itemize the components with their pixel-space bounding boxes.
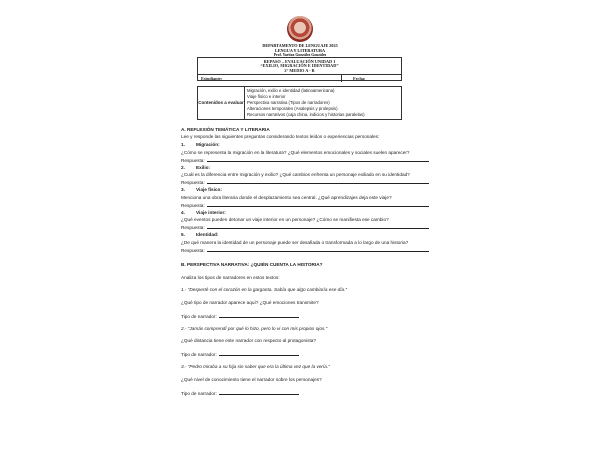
answer-line[interactable] <box>181 202 429 209</box>
section-b-title: B. PERSPECTIVA NARRATIVA: ¿QUIÉN CUENTA LA HISTORIA? <box>181 262 323 267</box>
question-text: Menciona una obra literaria donde el desplazamiento sea central. ¿Qué aprendizajes deja este viaje? <box>181 195 392 200</box>
narrator-answer-label: Tipo de narrador: <box>181 391 217 396</box>
answer-blank[interactable] <box>207 202 429 207</box>
question-topic: Identidad: <box>196 232 219 237</box>
student-label: Estudiante: <box>201 75 223 81</box>
answer-blank[interactable] <box>219 390 299 395</box>
title-column-divider <box>341 75 342 82</box>
answer-label: Respuesta: <box>181 180 205 185</box>
answer-blank[interactable] <box>207 179 429 184</box>
contents-item: Migración, exilio e identidad (latinoamericana) <box>247 88 335 93</box>
answer-label: Respuesta: <box>181 225 205 230</box>
answer-label: Respuesta: <box>181 248 205 253</box>
narrator-question: ¿Qué tipo de narrador aparece aquí? ¿Qué emociones transmite? <box>181 300 319 305</box>
answer-line[interactable] <box>181 179 429 186</box>
question-topic: Viaje interior: <box>196 210 226 215</box>
answer-label: Respuesta: <box>181 158 205 163</box>
narrator-answer-line[interactable] <box>181 313 299 320</box>
school-crest-icon <box>287 16 313 42</box>
section-a-title: A. REFLEXIÓN TEMÁTICA Y LITERARIA <box>181 127 270 132</box>
narrator-question: ¿Qué distancia tiene este narrador con respecto al protagonista? <box>181 338 316 343</box>
answer-label: Respuesta: <box>181 203 205 208</box>
narrator-quote: 2.- “Jamás comprendí por qué lo hizo, pero lo vi con mis propios ojos.” <box>181 326 328 331</box>
answer-blank[interactable] <box>207 224 429 229</box>
title-line-2: “EXILIO, MIGRACIÓN E IDENTIDAD” <box>260 63 339 68</box>
contents-label: Contenidos a evaluar <box>198 87 245 119</box>
question-text: ¿Qué eventos pueden detonar un viaje interior en un personaje? ¿Cómo se manifiesta ese cambio? <box>181 217 389 222</box>
narrator-answer-label: Tipo de narrador: <box>181 314 217 319</box>
narrator-answer-line[interactable] <box>181 351 299 358</box>
question-topic: Exilio: <box>196 165 211 170</box>
answer-blank[interactable] <box>219 313 299 318</box>
contents-box <box>197 86 402 120</box>
answer-line[interactable] <box>181 247 429 254</box>
answer-line[interactable] <box>181 224 429 231</box>
title-box <box>197 57 402 81</box>
narrator-answer-label: Tipo de narrador: <box>181 352 217 357</box>
answer-line[interactable] <box>181 157 429 164</box>
date-label: Fecha: <box>353 75 366 81</box>
question-number: 1. <box>181 142 185 147</box>
question-text: ¿De qué manera la identidad de un personaje puede ser desafiada o transformada a lo largo de una historia? <box>181 240 409 245</box>
question-text: ¿Cuál es la diferencia entre migración y exilio? ¿Qué cambios enfrenta un personaje exiliado en su identidad? <box>181 172 410 177</box>
answer-blank[interactable] <box>207 247 429 252</box>
answer-blank[interactable] <box>219 351 299 356</box>
contents-list <box>247 88 365 118</box>
question-topic: Viaje físico: <box>196 187 222 192</box>
narrator-question: ¿Qué nivel de conocimiento tiene el narrador sobre los personajes? <box>181 377 322 382</box>
question-topic: Migración: <box>196 142 220 147</box>
department-name: DEPARTAMENTO DE LENGUAJE 2025 <box>262 43 338 48</box>
subject-name: LENGUA Y LITERATURA <box>274 48 326 53</box>
title-divider <box>198 74 401 75</box>
title-line-3: 2° MEDIO A - B <box>284 67 315 73</box>
question-number: 4. <box>181 210 185 215</box>
title-line-1: REPASO – EVALUACIÓN UNIDAD 1 <box>263 58 336 64</box>
section-a-intro: Lee y responde las siguientes preguntas considerando textos leídos o experiencias personales: <box>181 134 380 139</box>
question-number: 3. <box>181 187 185 192</box>
teacher-name: Prof. Yaritza González González <box>273 53 327 57</box>
answer-blank[interactable] <box>207 157 429 162</box>
narrator-quote: 3.- “Pedro miraba a su hija sin saber que era la última vez que la vería.” <box>181 364 330 369</box>
question-number: 2. <box>181 165 185 170</box>
question-number: 5. <box>181 232 185 237</box>
contents-item: Alteraciones temporales (Analepsis y prolepsis) <box>247 105 338 111</box>
question-text: ¿Cómo se representa la migración en la literatura? ¿Qué elementos emocionales y sociales suelen aparecer? <box>181 150 410 155</box>
narrator-answer-line[interactable] <box>181 390 299 397</box>
contents-item: Recursos narrativos (caja china, indicios y historias paralelas) <box>247 111 365 117</box>
contents-item: Perspectiva narrativa (Tipos de narradores) <box>247 99 330 105</box>
section-b-intro: Analiza los tipos de narradores en estos textos: <box>181 275 280 280</box>
narrator-quote: 1.- “Desperté con el corazón en la garganta. Sabía que algo cambiaría ese día.” <box>181 287 347 292</box>
contents-item: Viaje físico e interior <box>247 93 286 99</box>
